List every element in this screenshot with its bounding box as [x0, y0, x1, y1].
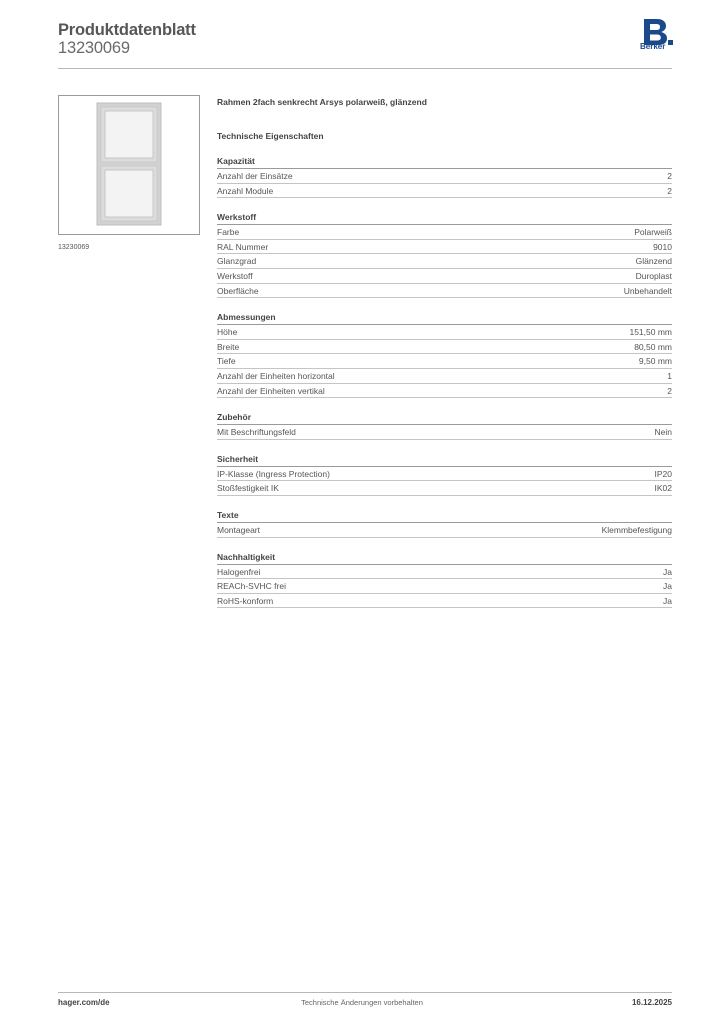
property-row: [217, 369, 672, 384]
berker-logo-text: Berker: [640, 42, 666, 51]
property-value: 9010: [653, 241, 672, 252]
property-row: [217, 594, 672, 609]
property-value: Ja: [663, 595, 672, 606]
property-value: 1: [667, 370, 672, 381]
section-title: Sicherheit: [217, 454, 672, 467]
section-title: Kapazität: [217, 156, 672, 169]
property-label: Höhe: [217, 327, 238, 338]
tech-properties-title: Technische Eigenschaften: [217, 131, 324, 141]
property-value: Nein: [654, 427, 672, 438]
footer-disclaimer: Technische Änderungen vorbehalten: [301, 998, 423, 1007]
property-row: [217, 184, 672, 199]
property-value: 2: [667, 385, 672, 396]
property-label: REACh-SVHC frei: [217, 581, 286, 592]
property-section: [217, 156, 672, 198]
property-section: [217, 212, 672, 298]
property-value: 80,50 mm: [634, 341, 672, 352]
property-label: Farbe: [217, 227, 240, 238]
frame-illustration: [59, 96, 199, 234]
image-caption: 13230069: [58, 244, 90, 251]
section-title: Werkstoff: [217, 212, 672, 225]
property-value: Ja: [663, 566, 672, 577]
property-value: 2: [667, 185, 672, 196]
property-label: Anzahl der Einheiten vertikal: [217, 385, 325, 396]
article-number: 13230069: [58, 39, 130, 57]
property-value: Duroplast: [635, 270, 672, 281]
property-label: Anzahl Module: [217, 185, 274, 196]
product-details: [217, 96, 672, 608]
property-label: Breite: [217, 341, 240, 352]
property-row: [217, 254, 672, 269]
property-row: [217, 325, 672, 340]
footer-date: 16.12.2025: [631, 998, 672, 1007]
property-section: [217, 552, 672, 609]
footer-website[interactable]: hager.com/de: [58, 998, 110, 1007]
header-divider: [58, 68, 672, 69]
footer-divider: [58, 992, 672, 993]
property-row: [217, 523, 672, 538]
section-title: Zubehör: [217, 412, 672, 425]
property-value: 2: [667, 171, 672, 181]
property-row: [217, 340, 672, 355]
property-value: Polarweiß: [634, 227, 672, 238]
property-label: Glanzgrad: [217, 256, 257, 267]
property-row: [217, 354, 672, 369]
section-title: Abmessungen: [217, 312, 672, 325]
property-row: [217, 579, 672, 594]
property-value: Klemmbefestigung: [601, 524, 672, 535]
property-row: [217, 169, 672, 184]
property-label: Oberfläche: [217, 285, 259, 296]
property-value: IK02: [654, 483, 672, 494]
property-label: Montageart: [217, 524, 260, 535]
property-row: [217, 284, 672, 299]
property-row: [217, 384, 672, 399]
property-row: [217, 425, 672, 440]
property-value: IP20: [654, 468, 672, 479]
property-row: [217, 481, 672, 496]
section-title: Nachhaltigkeit: [217, 552, 672, 565]
property-row: [217, 240, 672, 255]
property-row: [217, 225, 672, 240]
property-label: Anzahl der Einheiten horizontal: [217, 370, 335, 381]
property-label: RoHS-konform: [217, 595, 274, 606]
property-value: Glänzend: [635, 256, 672, 267]
property-section: [217, 510, 672, 538]
property-value: Ja: [663, 581, 672, 592]
property-value: Unbehandelt: [623, 285, 672, 296]
product-title: Rahmen 2fach senkrecht Arsys polarweiß, glänzend: [217, 97, 427, 107]
property-row: [217, 467, 672, 482]
properties-sections: [217, 156, 672, 608]
page-title: Produktdatenblatt: [58, 21, 196, 39]
property-value: 151,50 mm: [629, 327, 672, 338]
property-value: 9,50 mm: [638, 356, 672, 367]
property-label: Werkstoff: [217, 270, 253, 281]
property-label: Stoßfestigkeit IK: [217, 483, 279, 494]
property-label: Halogenfrei: [217, 566, 261, 577]
property-label: RAL Nummer: [217, 241, 269, 252]
property-row: [217, 565, 672, 580]
property-section: [217, 412, 672, 440]
property-label: Anzahl der Einsätze: [217, 171, 293, 181]
section-title: Texte: [217, 510, 672, 523]
property-section: [217, 454, 672, 496]
property-label: Mit Beschriftungsfeld: [217, 427, 296, 438]
property-label: IP-Klasse (Ingress Protection): [217, 468, 330, 479]
property-label: Tiefe: [217, 356, 236, 367]
property-row: [217, 269, 672, 284]
product-image: [58, 95, 200, 235]
property-section: [217, 312, 672, 398]
